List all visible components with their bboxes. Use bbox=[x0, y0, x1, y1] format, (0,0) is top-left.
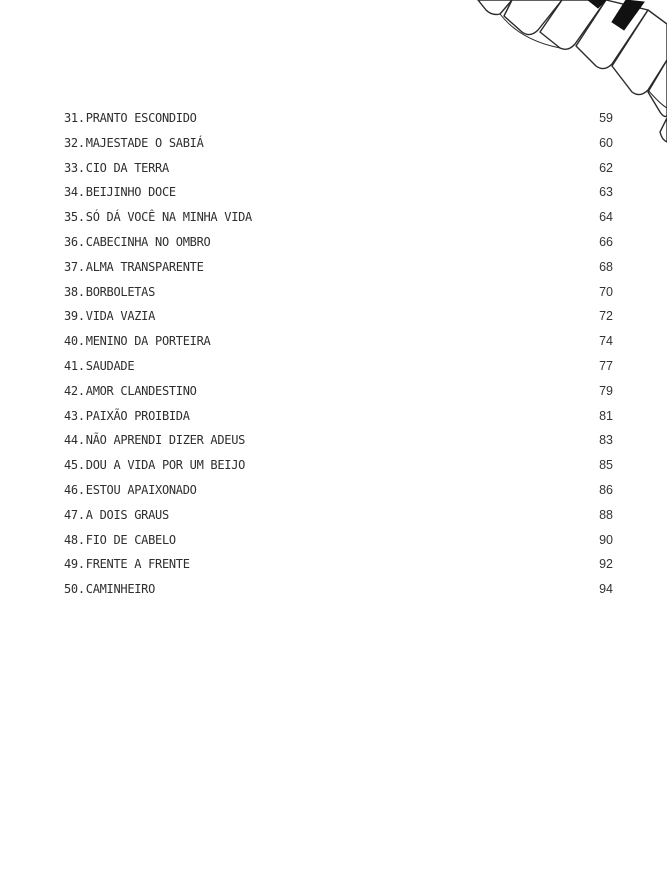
list-item bbox=[64, 508, 613, 533]
page-number: 90 bbox=[599, 532, 613, 547]
entry-title: CAMINHEIRO bbox=[85, 582, 156, 597]
page-number: 81 bbox=[599, 408, 613, 423]
page-number: 77 bbox=[599, 358, 613, 373]
list-item bbox=[64, 260, 613, 285]
entry-number: 39. bbox=[64, 309, 85, 324]
entry-label bbox=[64, 508, 169, 522]
entry-title: PRANTO ESCONDIDO bbox=[85, 111, 197, 125]
list-item bbox=[64, 111, 613, 136]
entry-label bbox=[64, 185, 176, 199]
entry-label bbox=[64, 433, 245, 447]
entry-label bbox=[64, 458, 245, 472]
entry-label bbox=[64, 111, 197, 125]
page-number: 83 bbox=[599, 433, 613, 448]
page-number: 94 bbox=[599, 582, 613, 597]
entry-label bbox=[64, 260, 204, 274]
list-item bbox=[64, 185, 613, 210]
list-item bbox=[64, 384, 613, 409]
page-number: 68 bbox=[599, 259, 613, 274]
list-item bbox=[64, 533, 613, 558]
entry-number: 33. bbox=[64, 160, 85, 175]
entry-title: DOU A VIDA POR UM BEIJO bbox=[85, 458, 246, 473]
entry-label bbox=[64, 533, 176, 547]
entry-label bbox=[64, 409, 190, 423]
entry-number: 40. bbox=[64, 334, 85, 349]
entry-title: MAJESTADE O SABIÁ bbox=[85, 135, 204, 150]
page-number: 64 bbox=[599, 210, 613, 225]
entry-label bbox=[64, 285, 155, 299]
entry-label bbox=[64, 359, 134, 373]
entry-title: PAIXÃO PROIBIDA bbox=[85, 408, 190, 423]
entry-title: FIO DE CABELO bbox=[85, 532, 176, 547]
entry-number: 50. bbox=[64, 582, 85, 597]
entry-title: AMOR CLANDESTINO bbox=[85, 383, 197, 398]
entry-title: MENINO DA PORTEIRA bbox=[85, 334, 211, 349]
list-item bbox=[64, 285, 613, 310]
page-number: 72 bbox=[599, 309, 613, 324]
entry-title: BEIJINHO DOCE bbox=[85, 185, 176, 200]
entry-number: 41. bbox=[64, 358, 85, 373]
entry-label bbox=[64, 384, 197, 398]
entry-title: FRENTE A FRENTE bbox=[85, 557, 190, 572]
list-item bbox=[64, 359, 613, 384]
entry-number: 35. bbox=[64, 210, 85, 225]
list-item bbox=[64, 210, 613, 235]
entry-number: 45. bbox=[64, 458, 85, 473]
entry-label bbox=[64, 210, 252, 224]
entry-number: 46. bbox=[64, 482, 85, 497]
list-item bbox=[64, 161, 613, 186]
entry-label bbox=[64, 235, 210, 249]
entry-title: VIDA VAZIA bbox=[85, 309, 156, 324]
entry-number: 49. bbox=[64, 557, 85, 572]
list-item bbox=[64, 409, 613, 434]
entry-label bbox=[64, 557, 190, 571]
list-item bbox=[64, 582, 613, 607]
entry-title: CIO DA TERRA bbox=[85, 160, 169, 175]
entry-title: SAUDADE bbox=[85, 358, 135, 373]
entry-title: SÓ DÁ VOCÊ NA MINHA VIDA bbox=[85, 210, 252, 225]
list-item bbox=[64, 433, 613, 458]
entry-title: ESTOU APAIXONADO bbox=[85, 482, 197, 497]
list-item bbox=[64, 334, 613, 359]
entry-number: 47. bbox=[64, 507, 85, 522]
page-number: 74 bbox=[599, 334, 613, 349]
entry-title: NÃO APRENDI DIZER ADEUS bbox=[85, 433, 246, 448]
page-number: 60 bbox=[599, 135, 613, 150]
entry-label bbox=[64, 582, 155, 596]
entry-title: BORBOLETAS bbox=[85, 284, 156, 299]
list-item bbox=[64, 235, 613, 260]
page-number: 62 bbox=[599, 160, 613, 175]
entry-title: ALMA TRANSPARENTE bbox=[85, 259, 204, 274]
entry-title: A DOIS GRAUS bbox=[85, 507, 169, 522]
entry-number: 37. bbox=[64, 259, 85, 274]
entry-number: 32. bbox=[64, 135, 85, 150]
list-item bbox=[64, 136, 613, 161]
page-number: 85 bbox=[599, 458, 613, 473]
page-number: 66 bbox=[599, 234, 613, 249]
list-item bbox=[64, 557, 613, 582]
entry-label bbox=[64, 309, 155, 323]
page-number: 88 bbox=[599, 507, 613, 522]
table-of-contents bbox=[64, 111, 613, 607]
entry-number: 44. bbox=[64, 433, 85, 448]
page-number: 63 bbox=[599, 185, 613, 200]
page-number: 70 bbox=[599, 284, 613, 299]
entry-label bbox=[64, 161, 169, 175]
entry-number: 48. bbox=[64, 532, 85, 547]
entry-number: 34. bbox=[64, 185, 85, 200]
entry-label bbox=[64, 483, 197, 497]
list-item bbox=[64, 458, 613, 483]
page-number: 59 bbox=[599, 111, 613, 125]
entry-label bbox=[64, 136, 204, 150]
page-number: 79 bbox=[599, 383, 613, 398]
page-number: 92 bbox=[599, 557, 613, 572]
page-number: 86 bbox=[599, 482, 613, 497]
list-item bbox=[64, 483, 613, 508]
entry-label bbox=[64, 334, 210, 348]
list-item bbox=[64, 309, 613, 334]
entry-number: 38. bbox=[64, 284, 85, 299]
entry-number: 36. bbox=[64, 234, 85, 249]
entry-number: 31. bbox=[64, 111, 85, 125]
entry-number: 43. bbox=[64, 408, 85, 423]
entry-number: 42. bbox=[64, 383, 85, 398]
entry-title: CABECINHA NO OMBRO bbox=[85, 234, 211, 249]
